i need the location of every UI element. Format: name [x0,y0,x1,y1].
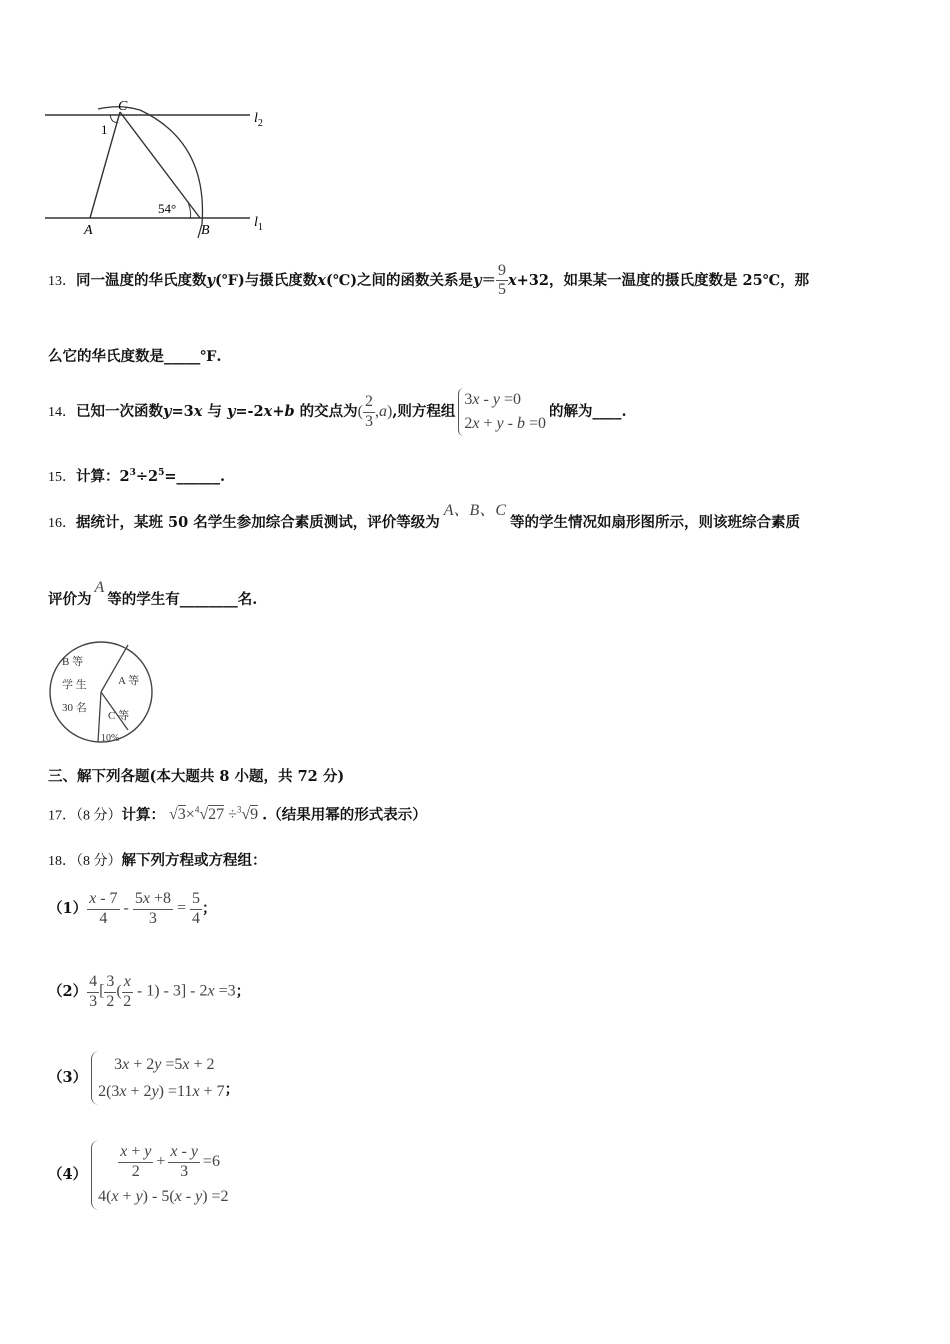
q14-number: 14． [48,405,76,420]
q15-text-c: =______. [164,467,226,485]
q18-p2-end: ； [235,982,251,1000]
q13-eq-x: x [508,271,517,289]
q17-score: （8 分） [76,808,122,824]
q13-var-y: y [206,271,215,289]
q16-line2-var: A [94,579,105,596]
q13-text-b: (℉)与摄氏度数 [214,271,318,289]
question-14 [48,388,627,436]
q14-pt-a: a [379,403,387,420]
q18-p1-end: ； [202,899,217,917]
q14-point: ( $\frac{2}{3}$ ,a) [357,393,393,430]
q18-p2-equation: $\frac{4}{3}$ [ $\frac{3}{2}$ ( $\frac{x}{2}$ - 1) - 3] - 2x =3 [89,973,236,1010]
q18-part-2 [48,967,250,1017]
section-3-heading: 三、解下列各题(本大题共 8 小题，共 72 分) [48,768,345,785]
angle-54-label: 54° [158,201,177,216]
q14-text-c: 的交点为 [294,403,358,420]
question-15 [48,469,225,485]
q18-p4-label: （4） [48,1165,88,1183]
q18-p3-system [91,1051,224,1105]
pie-label-b3: 30 名 [62,702,87,714]
q14-sys-line1: 3x - y =0 [464,391,521,408]
q13-text-c: (℃)之间的函数关系是 [325,271,474,289]
q18-part-1 [48,884,217,934]
question-18 [48,854,267,869]
q18-part-3 [48,1048,239,1108]
pie-label-pct: 10% [101,733,120,744]
q13-frac-den: 5 [498,281,506,299]
q13-number: 13． [48,273,76,289]
q14-pt-num: 2 [363,393,375,412]
point-b-label: B [201,223,210,238]
q14-text-e: 的解为____. [549,403,627,420]
pie-label-a: A 等 [118,675,140,687]
q15-text-a: 计算：2 [76,467,130,485]
q13-var-x: x [317,271,326,289]
q15-number: 15． [48,469,76,485]
q18-p1-equation: $\frac{x - 7}{4}$ - $\frac{5x +8}{3}$ = $\frac{5}{4}$ [89,890,201,927]
q14-text-a: 已知一次函数 [76,403,163,420]
geometry-figure [40,92,280,242]
q14-sys-line2: 2x + y - b =0 [464,415,546,432]
point-a-label: A [84,223,93,238]
q18-p1-label: （1） [48,899,88,917]
q16-grades: A、B、C [443,502,507,519]
q14-pt-den: 3 [365,412,373,430]
q14-f2-mid: =-2 [235,403,264,420]
q13-frac-num: 9 [496,262,508,281]
line-l2-label: $l_2$ [254,111,263,129]
pie-label-b1: B 等 [62,656,84,668]
q13-text-a: 同一温度的华氏度数 [76,271,207,289]
q15-text-b: ÷2 [135,467,159,485]
q16-line2-b: 等的学生有________名. [107,591,258,608]
q16-text-b: 等的学生情况如扇形图所示，则该班综合素质 [510,514,801,531]
question-17 [48,806,427,823]
q14-text-b: 与 [202,403,227,420]
q18-p3-line1: 3x + 2y =5x + 2 [114,1055,215,1073]
q15-exp2: 5 [158,468,165,478]
q18-score: （8 分） [76,854,122,869]
line-l1-label: $l_1$ [254,215,263,233]
q13-fraction [496,262,508,300]
q18-p4-line1: $\frac{x + y}{2}$ + $\frac{x - y}{3}$ =6 [120,1143,220,1180]
q18-p4-line2: 4(x + y) - 5(x - y) =2 [98,1188,229,1206]
q13-eq-lhs: y [473,271,482,289]
q14-f1-x: x [193,403,203,420]
q17-text-a: 计算： [121,806,165,824]
q18-p3-label: （3） [48,1068,88,1086]
q18-p3-line2: 2(3x + 2y) =11x + 7 [98,1083,225,1100]
q18-p4-system [91,1140,228,1210]
q14-f1-y: y [163,403,172,420]
q13-line2: 么它的华氏度数是_____℉. [48,348,222,365]
q16-text-a: 据统计，某班 50 名学生参加综合素质测试，评价等级为 [76,514,440,531]
q18-p2-label: （2） [48,982,88,1000]
q13-eq-sign: ＝ [481,271,496,289]
q13-text-d: +32，如果某一温度的摄氏度数是 25℃，那 [516,271,810,289]
q14-f2-y: y [226,403,236,420]
q14-f1-mid: =3 [171,403,194,420]
angle-1-label: 1 [101,122,108,137]
q15-exp1: 3 [129,468,136,478]
q17-number: 17． [48,808,76,824]
question-13 [48,262,809,300]
q18-p3-end: ； [224,1080,240,1098]
point-c-label: C [118,99,128,114]
q17-expression: √3×$^4$√27 ÷$^3$√9 [169,805,259,824]
pie-figure [48,638,163,748]
q18-part-4 [48,1135,229,1215]
q17-text-b: .（结果用幂的形式表示） [262,806,427,824]
q14-text-d: ,则方程组 [392,403,456,420]
q16-line2-a: 评价为 [48,591,92,608]
q18-text-a: 解下列方程或方程组： [121,852,267,869]
q16-line2 [48,579,258,608]
q18-number: 18． [48,854,76,869]
q16-number: 16． [48,516,76,531]
q14-f2-b: b [284,403,295,420]
pie-label-b2: 学 生 [62,679,87,691]
q14-system [458,388,546,436]
q14-point-frac [363,393,375,431]
q14-f2-x: x [263,403,273,420]
pie-label-c: C 等 [108,710,130,722]
question-16 [48,502,801,531]
q14-f2-plus: + [272,403,285,420]
